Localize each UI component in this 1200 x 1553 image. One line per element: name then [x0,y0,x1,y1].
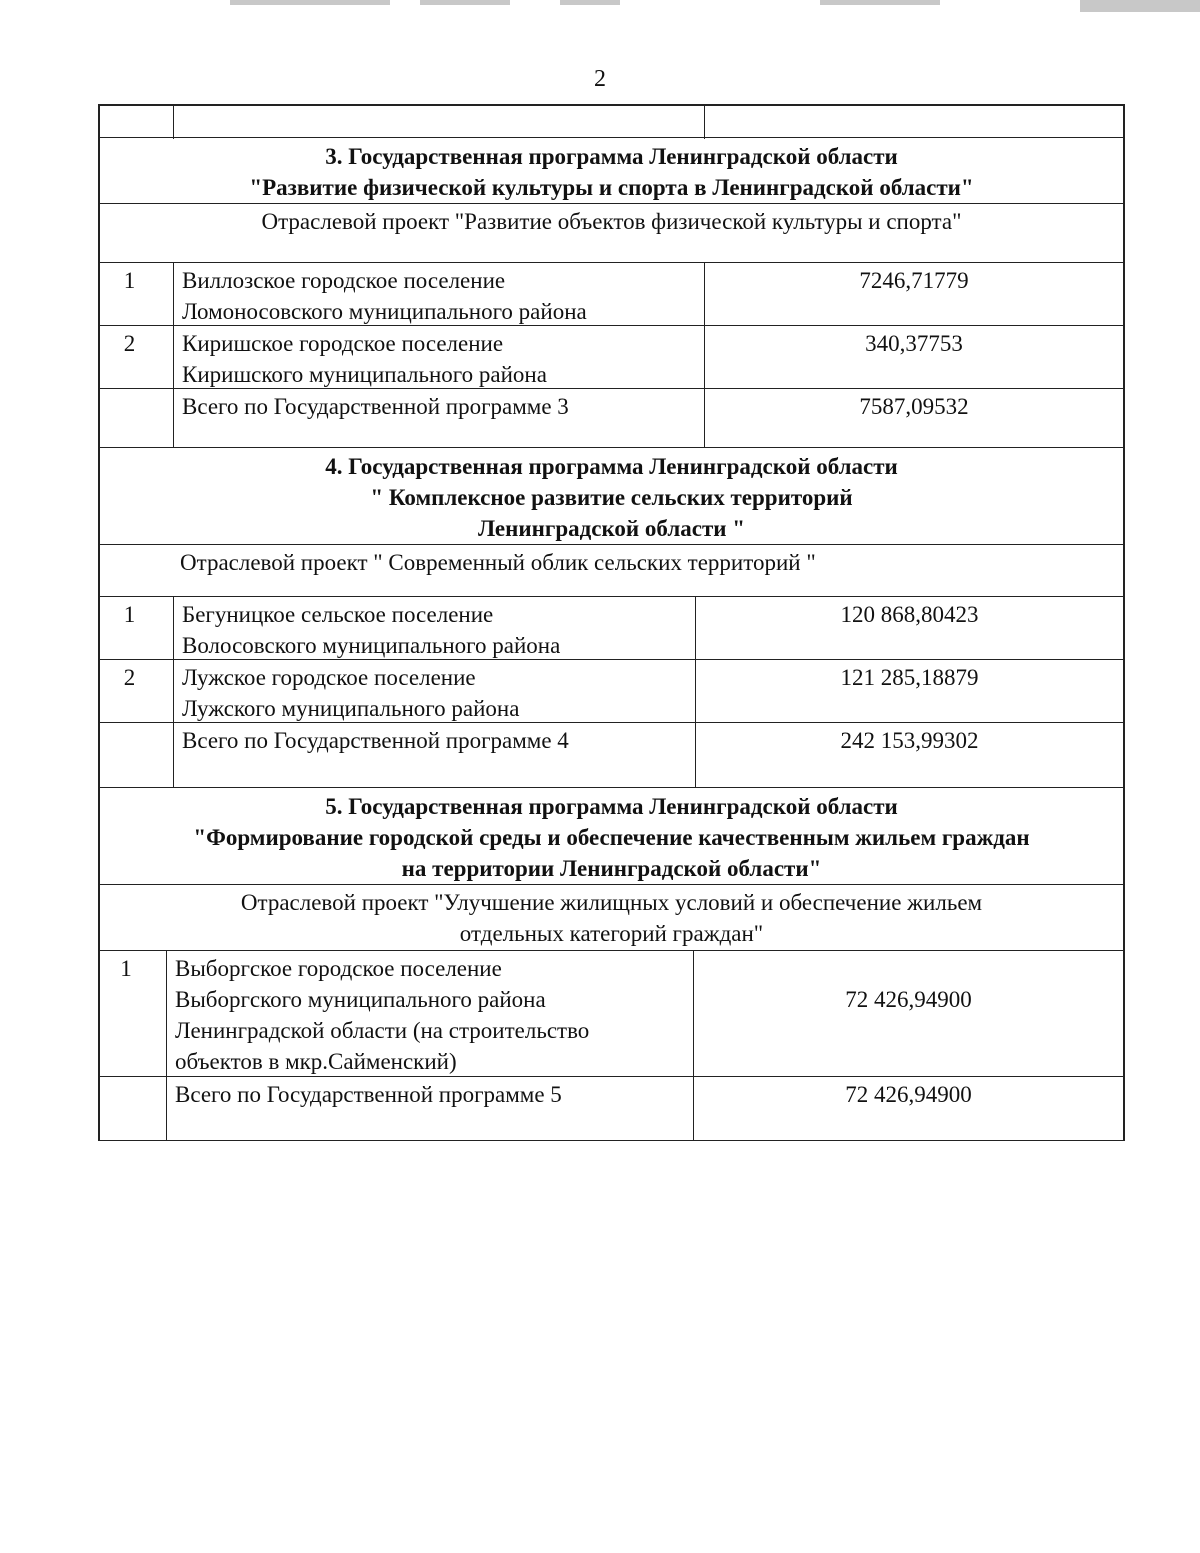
project-row [98,885,1125,951]
name-line: Выборгского муниципального района [175,987,546,1012]
row-number: 1 [100,263,174,327]
table-row [98,660,1125,723]
section-title [98,138,1125,204]
header-cell [705,106,1123,139]
total-label: Всего по Государственной программе 4 [174,723,696,787]
title-line: " Комплексное развитие сельских территорий [370,485,853,510]
table-header-row [98,104,1125,138]
title-line: "Формирование городской среды и обеспечение качественным жильем граждан [193,825,1030,850]
row-number: 2 [100,660,174,724]
name-line: Волосовского муниципального района [182,633,561,658]
total-row [98,723,1125,788]
title-line: 4. Государственная программа Ленинградской области [325,454,898,479]
table-row [98,951,1125,1077]
row-number: 1 [100,597,174,661]
amount: 120 868,80423 [840,602,979,627]
title-line: 3. Государственная программа Ленинградской области [325,144,898,169]
section-title [98,788,1125,885]
municipality-name [174,326,705,390]
table-row [98,597,1125,660]
name-line: Киришского муниципального района [182,362,547,387]
project-line: отдельных категорий граждан" [459,921,764,946]
header-cell [174,106,705,139]
municipality-name [167,951,694,1077]
total-label: Всего по Государственной программе 5 [167,1077,694,1140]
header-cell [100,106,174,139]
title-line: 5. Государственная программа Ленинградской области [325,794,898,819]
row-number [100,1077,167,1140]
total-amount: 242 153,99302 [840,728,979,753]
amount: 72 426,94900 [845,987,972,1012]
row-number [100,723,174,787]
project-row [98,545,1125,597]
section-title [98,448,1125,545]
project-line: Отраслевой проект "Развитие объектов физической культуры и спорта" [261,209,962,234]
name-line: Киришское городское поселение [182,331,504,356]
name-line: Лужское городское поселение [182,665,476,690]
row-number: 1 [100,951,167,1077]
scan-artifact [0,0,1200,14]
municipality-name [174,263,705,327]
name-line: Виллозское городское поселение [182,268,506,293]
title-line: на территории Ленинградской области" [401,856,822,881]
name-line: объектов в мкр.Сайменский) [175,1049,457,1074]
project-line: Отраслевой проект " Современный облик сельских территорий " [180,550,816,575]
amount: 340,37753 [865,331,963,356]
total-amount: 7587,09532 [859,394,969,419]
name-line: Лужского муниципального района [182,696,520,721]
project-row [98,204,1125,263]
funding-table [98,104,1125,1141]
amount: 7246,71779 [859,268,969,293]
title-line: "Развитие физической культуры и спорта в Ленинградской области" [249,175,974,200]
total-row [98,389,1125,448]
row-number [100,389,174,447]
municipality-name [174,597,696,661]
table-row [98,326,1125,389]
total-amount: 72 426,94900 [845,1082,972,1107]
name-line: Выборгское городское поселение [175,956,502,981]
title-line: Ленинградской области " [477,516,746,541]
project-line: Отраслевой проект "Улучшение жилищных условий и обеспечение жильем [240,890,983,915]
name-line: Ленинградской области (на строительство [175,1018,590,1043]
municipality-name [174,660,696,724]
total-row [98,1077,1125,1141]
amount: 121 285,18879 [840,665,979,690]
name-line: Ломоносовского муниципального района [182,299,587,324]
table-row [98,263,1125,326]
page-number: 2 [594,66,606,92]
row-number: 2 [100,326,174,390]
name-line: Бегуницкое сельское поселение [182,602,494,627]
total-label: Всего по Государственной программе 3 [174,389,705,447]
